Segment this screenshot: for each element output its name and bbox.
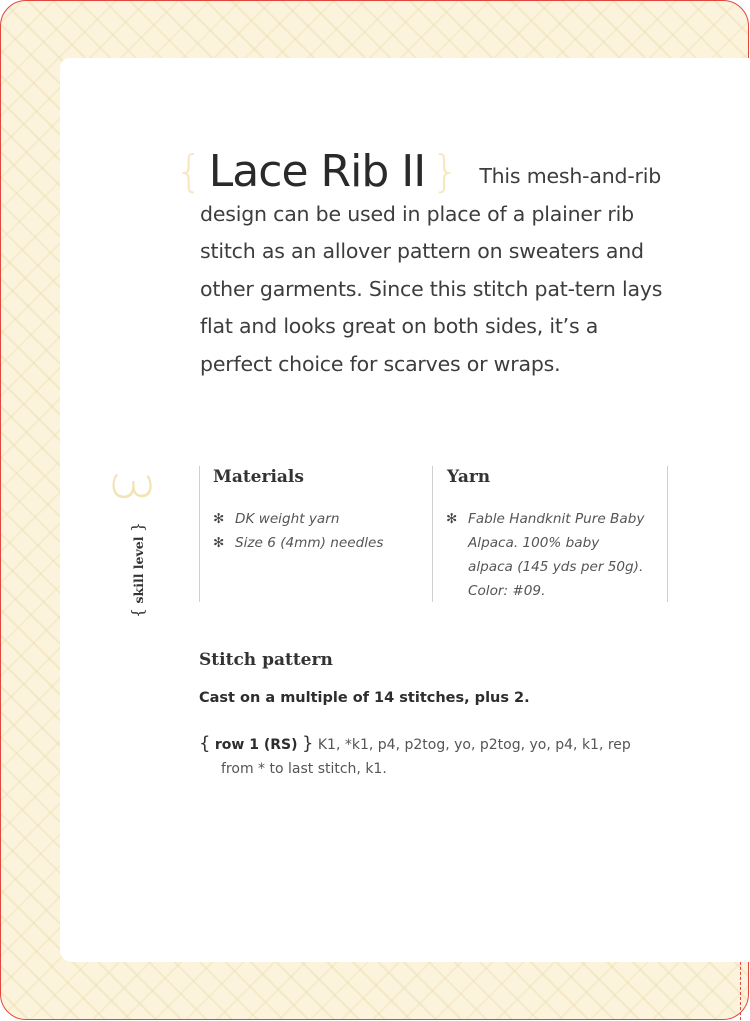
materials-heading: Materials <box>213 467 304 487</box>
right-divider <box>667 466 668 602</box>
stitch-pattern-heading: Stitch pattern <box>199 650 333 670</box>
yarn-list <box>446 507 646 603</box>
row-label: row 1 (RS) <box>214 737 298 753</box>
title-group <box>175 146 459 197</box>
asterisk-icon: ✻ <box>213 511 225 527</box>
skill-level-number: 3 <box>100 470 160 504</box>
asterisk-icon: ✻ <box>213 535 225 551</box>
title-brace-close: } <box>431 146 459 197</box>
list-item <box>213 531 423 555</box>
row-instruction-line2: from * to last stitch, k1. <box>221 761 387 777</box>
intro-body: design can be used in place of a plainer rib stitch as an allover pattern on sweaters and other garments. Since this stitch pat-tern lays flat and looks great on both sides, it’s a perfect choice for scarves or wraps. <box>200 201 663 376</box>
list-item <box>213 507 423 531</box>
yarn-divider <box>432 466 433 602</box>
materials-list <box>213 507 423 555</box>
skill-brace-open: { <box>128 607 147 619</box>
skill-level-label-group <box>128 500 148 640</box>
asterisk-icon: ✻ <box>446 511 458 527</box>
material-item-text: DK weight yarn <box>235 511 340 527</box>
skill-brace-close: } <box>128 521 147 533</box>
materials-divider <box>199 466 200 602</box>
row-brace-close: } <box>301 733 314 754</box>
intro-line1: This mesh-and-rib <box>479 164 662 188</box>
row-instruction-line1: K1, *k1, p4, p2tog, yo, p2tog, yo, p4, k1, rep <box>317 737 631 753</box>
title-brace-open: { <box>175 146 203 197</box>
intro-first-line <box>175 146 670 197</box>
intro-paragraph <box>175 146 670 383</box>
yarn-heading: Yarn <box>447 467 491 487</box>
yarn-description: Fable Handknit Pure Baby Alpaca. 100% baby alpaca (145 yds per 50g). Color: #09. <box>468 511 645 599</box>
row-brace-open: { <box>199 733 211 754</box>
pattern-row <box>199 732 679 781</box>
list-item <box>446 507 646 603</box>
skill-level-label: skill level <box>131 536 146 604</box>
page-title: Lace Rib II <box>208 146 426 197</box>
cast-on-instruction: Cast on a multiple of 14 stitches, plus 2. <box>199 690 530 706</box>
material-item-text: Size 6 (4mm) needles <box>235 535 384 551</box>
